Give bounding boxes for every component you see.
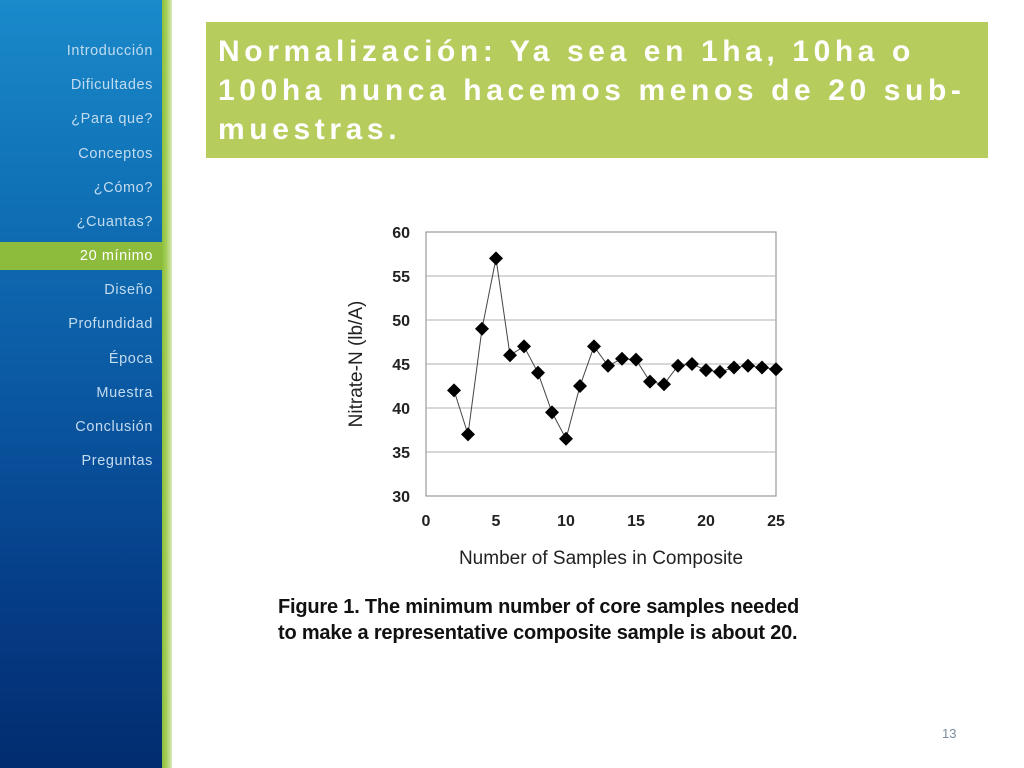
sidebar-item[interactable]: ¿Para que? [71, 111, 153, 128]
sidebar-item[interactable]: ¿Cómo? [93, 179, 153, 196]
sidebar-item[interactable]: Muestra [96, 384, 153, 401]
title-box [206, 22, 988, 158]
slide-title: Normalización: Ya sea en 1ha, 10ha o 100ha nunca hacemos menos de 20 sub-muestras. [218, 35, 966, 146]
y-tick-label: 45 [392, 357, 410, 374]
sidebar-nav [0, 34, 162, 478]
sidebar-item[interactable]: Preguntas [81, 453, 153, 470]
sidebar-item[interactable]: Profundidad [68, 316, 153, 333]
y-tick-label: 60 [392, 225, 410, 242]
x-tick-label: 10 [557, 513, 575, 530]
figure-caption [278, 594, 918, 646]
y-axis-label: Nitrate-N (lb/A) [346, 300, 367, 428]
sidebar [0, 0, 162, 768]
y-tick-label: 40 [392, 401, 410, 418]
x-tick-label: 0 [421, 513, 431, 530]
sidebar-accent-stripe [162, 0, 172, 768]
x-tick-label: 20 [697, 513, 715, 530]
y-tick-label: 55 [392, 269, 410, 286]
sidebar-item[interactable]: Dificultades [70, 77, 153, 94]
sidebar-item[interactable]: Diseño [104, 282, 153, 299]
sidebar-item[interactable]: Época [108, 350, 153, 367]
caption-line-2: to make a representative composite sample is about 20. [278, 622, 798, 644]
sidebar-item[interactable]: Conceptos [78, 145, 153, 162]
sidebar-item[interactable]: ¿Cuantas? [76, 213, 153, 230]
x-tick-label: 15 [627, 513, 645, 530]
sidebar-item[interactable]: Introducción [66, 43, 153, 59]
y-tick-label: 30 [392, 489, 410, 506]
page-number: 13 [942, 726, 957, 741]
sidebar-item[interactable]: 20 mínimo [0, 242, 162, 270]
caption-line-1: Figure 1. The minimum number of core samples needed [278, 596, 800, 618]
y-tick-label: 35 [392, 445, 410, 462]
nitrate-chart [330, 210, 800, 582]
x-tick-label: 25 [767, 513, 785, 530]
x-tick-label: 5 [491, 513, 501, 530]
sidebar-item[interactable]: Conclusión [75, 418, 153, 435]
x-axis-label: Number of Samples in Composite [458, 548, 744, 569]
y-tick-label: 50 [392, 313, 410, 330]
